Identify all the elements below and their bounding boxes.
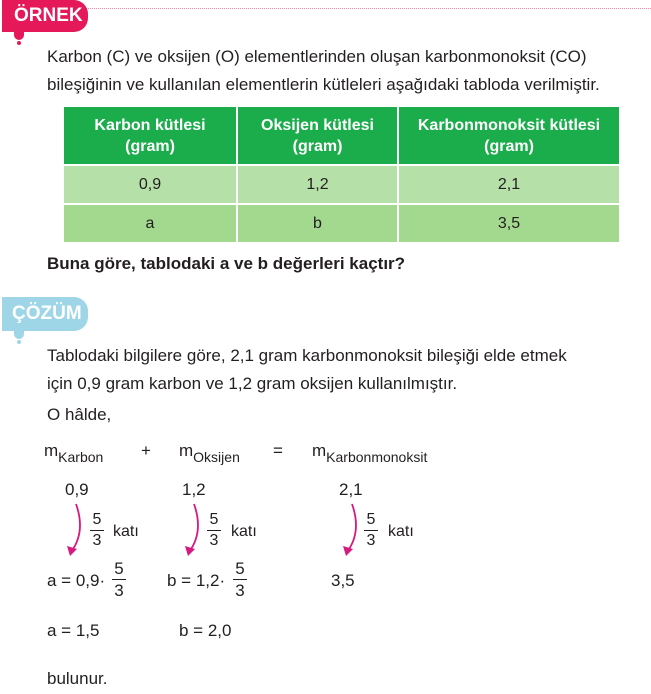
ratio-fraction <box>233 559 247 600</box>
fraction-bar <box>90 530 104 531</box>
fraction-numerator: 5 <box>92 511 102 528</box>
ratio-fraction <box>90 511 104 550</box>
header-carbon <box>64 107 237 165</box>
example-badge <box>2 0 88 32</box>
solution-text-line3: O hâlde, <box>47 405 112 424</box>
m-symbol: m <box>312 441 327 460</box>
fraction-denominator: 3 <box>209 532 219 549</box>
co-value: 2,1 <box>339 480 363 499</box>
table-cell: a <box>64 204 237 242</box>
curved-arrow-icon <box>184 502 204 558</box>
header-carbon-line2: (gram) <box>125 137 175 155</box>
example-text-line2: bileşiğinin ve kullanılan elementlerin kütleleri aşağıdaki tabloda verilmiştir. <box>47 75 600 94</box>
oxygen-subscript: Oksijen <box>193 449 240 465</box>
table-cell: 3,5 <box>398 204 619 242</box>
fraction-denominator: 3 <box>92 532 102 549</box>
fraction-denominator: 3 <box>366 532 376 549</box>
ratio-fraction <box>112 559 126 600</box>
header-co <box>398 107 619 165</box>
mass-carbon <box>44 441 103 465</box>
table-cell: 1,2 <box>237 165 398 204</box>
co-result: 3,5 <box>331 571 355 590</box>
solution-badge-label: ÇÖZÜM <box>12 303 82 324</box>
header-oxygen-line1: Oksijen kütlesi <box>261 116 374 134</box>
table-cell: 2,1 <box>398 165 619 204</box>
header-co-line1: Karbonmonoksit kütlesi <box>417 116 601 134</box>
fraction-numerator: 5 <box>366 511 376 528</box>
oxygen-value: 1,2 <box>182 480 206 499</box>
fraction-denominator: 3 <box>114 581 124 600</box>
fraction-numerator: 5 <box>114 559 124 578</box>
solution-badge <box>2 297 88 331</box>
divider-line <box>84 8 651 9</box>
table-header-row <box>64 107 619 165</box>
fraction-bar <box>112 579 126 580</box>
solution-text-line1: Tablodaki bilgilere göre, 2,1 gram karbonmonoksit bileşiği elde etmek <box>47 346 567 365</box>
conclusion-text: bulunur. <box>47 669 108 688</box>
fraction-numerator: 5 <box>209 511 219 528</box>
mass-co <box>312 441 427 465</box>
example-badge-label: ÖRNEK <box>14 5 83 26</box>
fraction-bar <box>364 530 378 531</box>
m-symbol: m <box>179 441 194 460</box>
badge-tail <box>14 30 24 40</box>
mass-oxygen <box>179 441 240 465</box>
m-symbol: m <box>44 441 59 460</box>
kati-label: katı <box>388 523 414 540</box>
example-text-line1: Karbon (C) ve oksijen (O) elementlerinden oluşan karbonmonoksit (CO) <box>47 47 587 66</box>
ratio-fraction <box>207 511 221 550</box>
badge-dot <box>17 340 21 344</box>
ratio-fraction <box>364 511 378 550</box>
fraction-numerator: 5 <box>235 559 245 578</box>
header-co-line2: (gram) <box>484 137 534 155</box>
carbon-value: 0,9 <box>65 480 89 499</box>
table-cell: b <box>237 204 398 242</box>
co-subscript: Karbonmonoksit <box>326 449 428 465</box>
a-result: a = 1,5 <box>47 621 100 640</box>
b-result: b = 2,0 <box>179 621 232 640</box>
curved-arrow-icon <box>342 502 362 558</box>
carbon-subscript: Karbon <box>58 449 104 465</box>
table-row <box>64 204 619 242</box>
header-carbon-line1: Karbon kütlesi <box>94 116 206 134</box>
equals-sign: = <box>273 441 283 460</box>
solution-text-line2: için 0,9 gram karbon ve 1,2 gram oksijen kullanılmıştır. <box>47 374 458 393</box>
table-row <box>64 165 619 204</box>
header-oxygen <box>237 107 398 165</box>
plus-sign: + <box>141 441 151 460</box>
badge-tail <box>14 329 24 339</box>
curved-arrow-icon <box>66 502 86 558</box>
question-text: Buna göre, tablodaki a ve b değerleri kaçtır? <box>47 254 406 273</box>
table-cell: 0,9 <box>64 165 237 204</box>
fraction-denominator: 3 <box>235 581 245 600</box>
a-expression: a = 0,9· <box>47 571 106 590</box>
b-expression: b = 1,2· <box>167 571 226 590</box>
kati-label: katı <box>231 523 257 540</box>
mass-table <box>64 107 619 242</box>
badge-dot <box>17 41 21 45</box>
header-oxygen-line2: (gram) <box>292 137 343 155</box>
fraction-bar <box>207 530 221 531</box>
kati-label: katı <box>113 523 139 540</box>
fraction-bar <box>233 579 247 580</box>
